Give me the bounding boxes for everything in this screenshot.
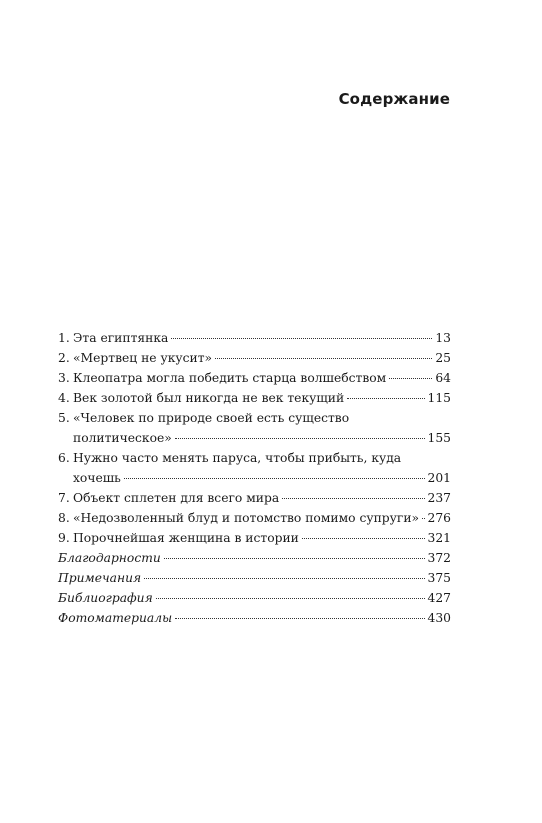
entry-title: «Человек по природе своей есть существо (73, 411, 350, 425)
entry-number: 7. (58, 491, 70, 505)
entry-page-number: 430 (427, 611, 451, 625)
entry-page-number: 372 (427, 551, 451, 565)
dot-leader (144, 578, 424, 579)
entry-page-number: 427 (427, 591, 451, 605)
entry-page-number: 321 (427, 531, 451, 545)
entry-page-number: 155 (427, 431, 451, 445)
entry-number: 2. (58, 351, 70, 365)
entry-number: 5. (58, 411, 70, 425)
entry-title: Объект сплетен для всего мира (73, 491, 280, 505)
dot-leader (175, 438, 425, 439)
entry-title: Эта египтянка (73, 331, 169, 345)
dot-leader (389, 378, 432, 379)
entry-page-number: 201 (427, 471, 451, 485)
entry-title: Фотоматериалы (58, 611, 173, 625)
entry-number: 9. (58, 531, 70, 545)
toc-entry[interactable] (58, 388, 451, 408)
entry-number: 1. (58, 331, 70, 345)
dot-leader (124, 478, 425, 479)
dot-leader (347, 398, 424, 399)
dot-leader (302, 538, 425, 539)
toc-entry-acknowledgements[interactable] (58, 548, 451, 568)
dot-leader (156, 598, 425, 599)
entry-number: 6. (58, 451, 70, 465)
entry-title: Клеопатра могла победить старца волшебством (73, 371, 387, 385)
entry-title-continued: политическое» (73, 431, 172, 445)
entry-title: «Недозволенный блуд и потомство помимо супруги» (73, 511, 420, 525)
entry-page-number: 375 (427, 571, 451, 585)
entry-page-number: 276 (427, 511, 451, 525)
entry-title-continued: хочешь (73, 471, 121, 485)
entry-title: Век золотой был никогда не век текущий (73, 391, 345, 405)
entry-page-number: 13 (435, 331, 451, 345)
dot-leader (171, 338, 432, 339)
entry-title: Нужно часто менять паруса, чтобы прибыть, куда (73, 451, 402, 465)
entry-title: Благодарности (58, 551, 161, 565)
toc-entry-bibliography[interactable] (58, 588, 451, 608)
entry-number: 4. (58, 391, 70, 405)
dot-leader (215, 358, 432, 359)
entry-number: 8. (58, 511, 70, 525)
toc-entry[interactable] (58, 408, 451, 448)
toc-entry[interactable] (58, 368, 451, 388)
table-of-contents (58, 328, 451, 628)
toc-entry[interactable] (58, 348, 451, 368)
entry-title: Библиография (58, 591, 153, 605)
dot-leader (422, 518, 424, 519)
toc-entry[interactable] (58, 328, 451, 348)
toc-entry-notes[interactable] (58, 568, 451, 588)
dot-leader (164, 558, 425, 559)
dot-leader (282, 498, 424, 499)
entry-title: Порочнейшая женщина в истории (73, 531, 299, 545)
toc-entry-photos[interactable] (58, 608, 451, 628)
entry-page-number: 237 (427, 491, 451, 505)
dot-leader (175, 618, 424, 619)
entry-page-number: 64 (435, 371, 451, 385)
entry-page-number: 25 (435, 351, 451, 365)
toc-entry[interactable] (58, 448, 451, 488)
toc-entry[interactable] (58, 508, 451, 528)
entry-page-number: 115 (427, 391, 451, 405)
entry-title: Примечания (58, 571, 142, 585)
entry-title: «Мертвец не укусит» (73, 351, 213, 365)
toc-entry[interactable] (58, 488, 451, 508)
toc-entry[interactable] (58, 528, 451, 548)
page-title: Содержание (338, 90, 450, 108)
entry-number: 3. (58, 371, 70, 385)
